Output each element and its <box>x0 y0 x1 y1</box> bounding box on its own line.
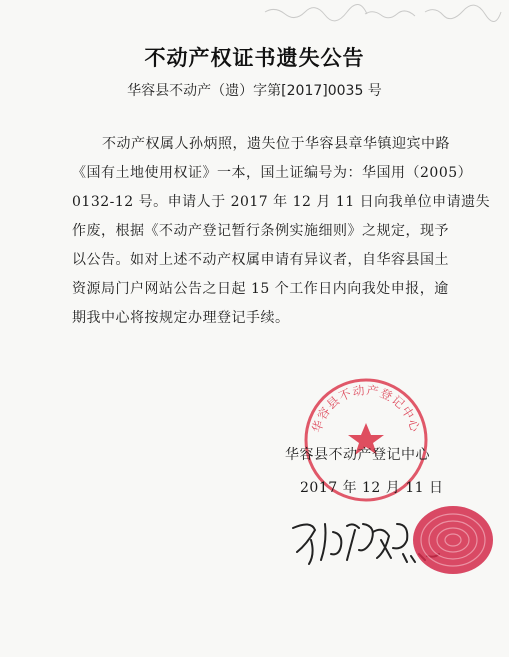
body-line: 《国有土地使用权证》一本，国土证编号为：华国用（2005） <box>72 165 473 181</box>
notice-title: 不动产权证书遗失公告 <box>144 46 365 70</box>
fingerprint-mark <box>408 498 498 583</box>
body-line: 不动产权属人孙炳照，遗失位于华容县章华镇迎宾中路 <box>102 136 450 152</box>
issuer-name: 华容县不动产登记中心 <box>285 447 430 463</box>
issue-date: 2017 年 12 月 11 日 <box>300 480 444 496</box>
body-line: 以公告。如对上述不动产权属申请有异议者，自华容县国土 <box>72 252 449 268</box>
notice-body <box>72 130 491 333</box>
body-line: 0132-12 号。申请人于 2017 年 12 月 11 日向我单位申请遗失 <box>72 194 491 210</box>
handwritten-note-top <box>255 0 509 28</box>
body-line: 作废，根据《不动产登记暂行条例实施细则》之规定，现予 <box>72 223 449 239</box>
svg-text:华容县不动产登记中心: 华容县不动产登记中心 <box>309 383 423 435</box>
body-line: 资源局门户网站公告之日起 15 个工作日内向我处申报，逾 <box>72 281 449 297</box>
body-line: 期我中心将按规定办理登记手续。 <box>72 310 290 326</box>
document-number: 华容县不动产（遗）字第[2017]0035 号 <box>127 83 382 99</box>
